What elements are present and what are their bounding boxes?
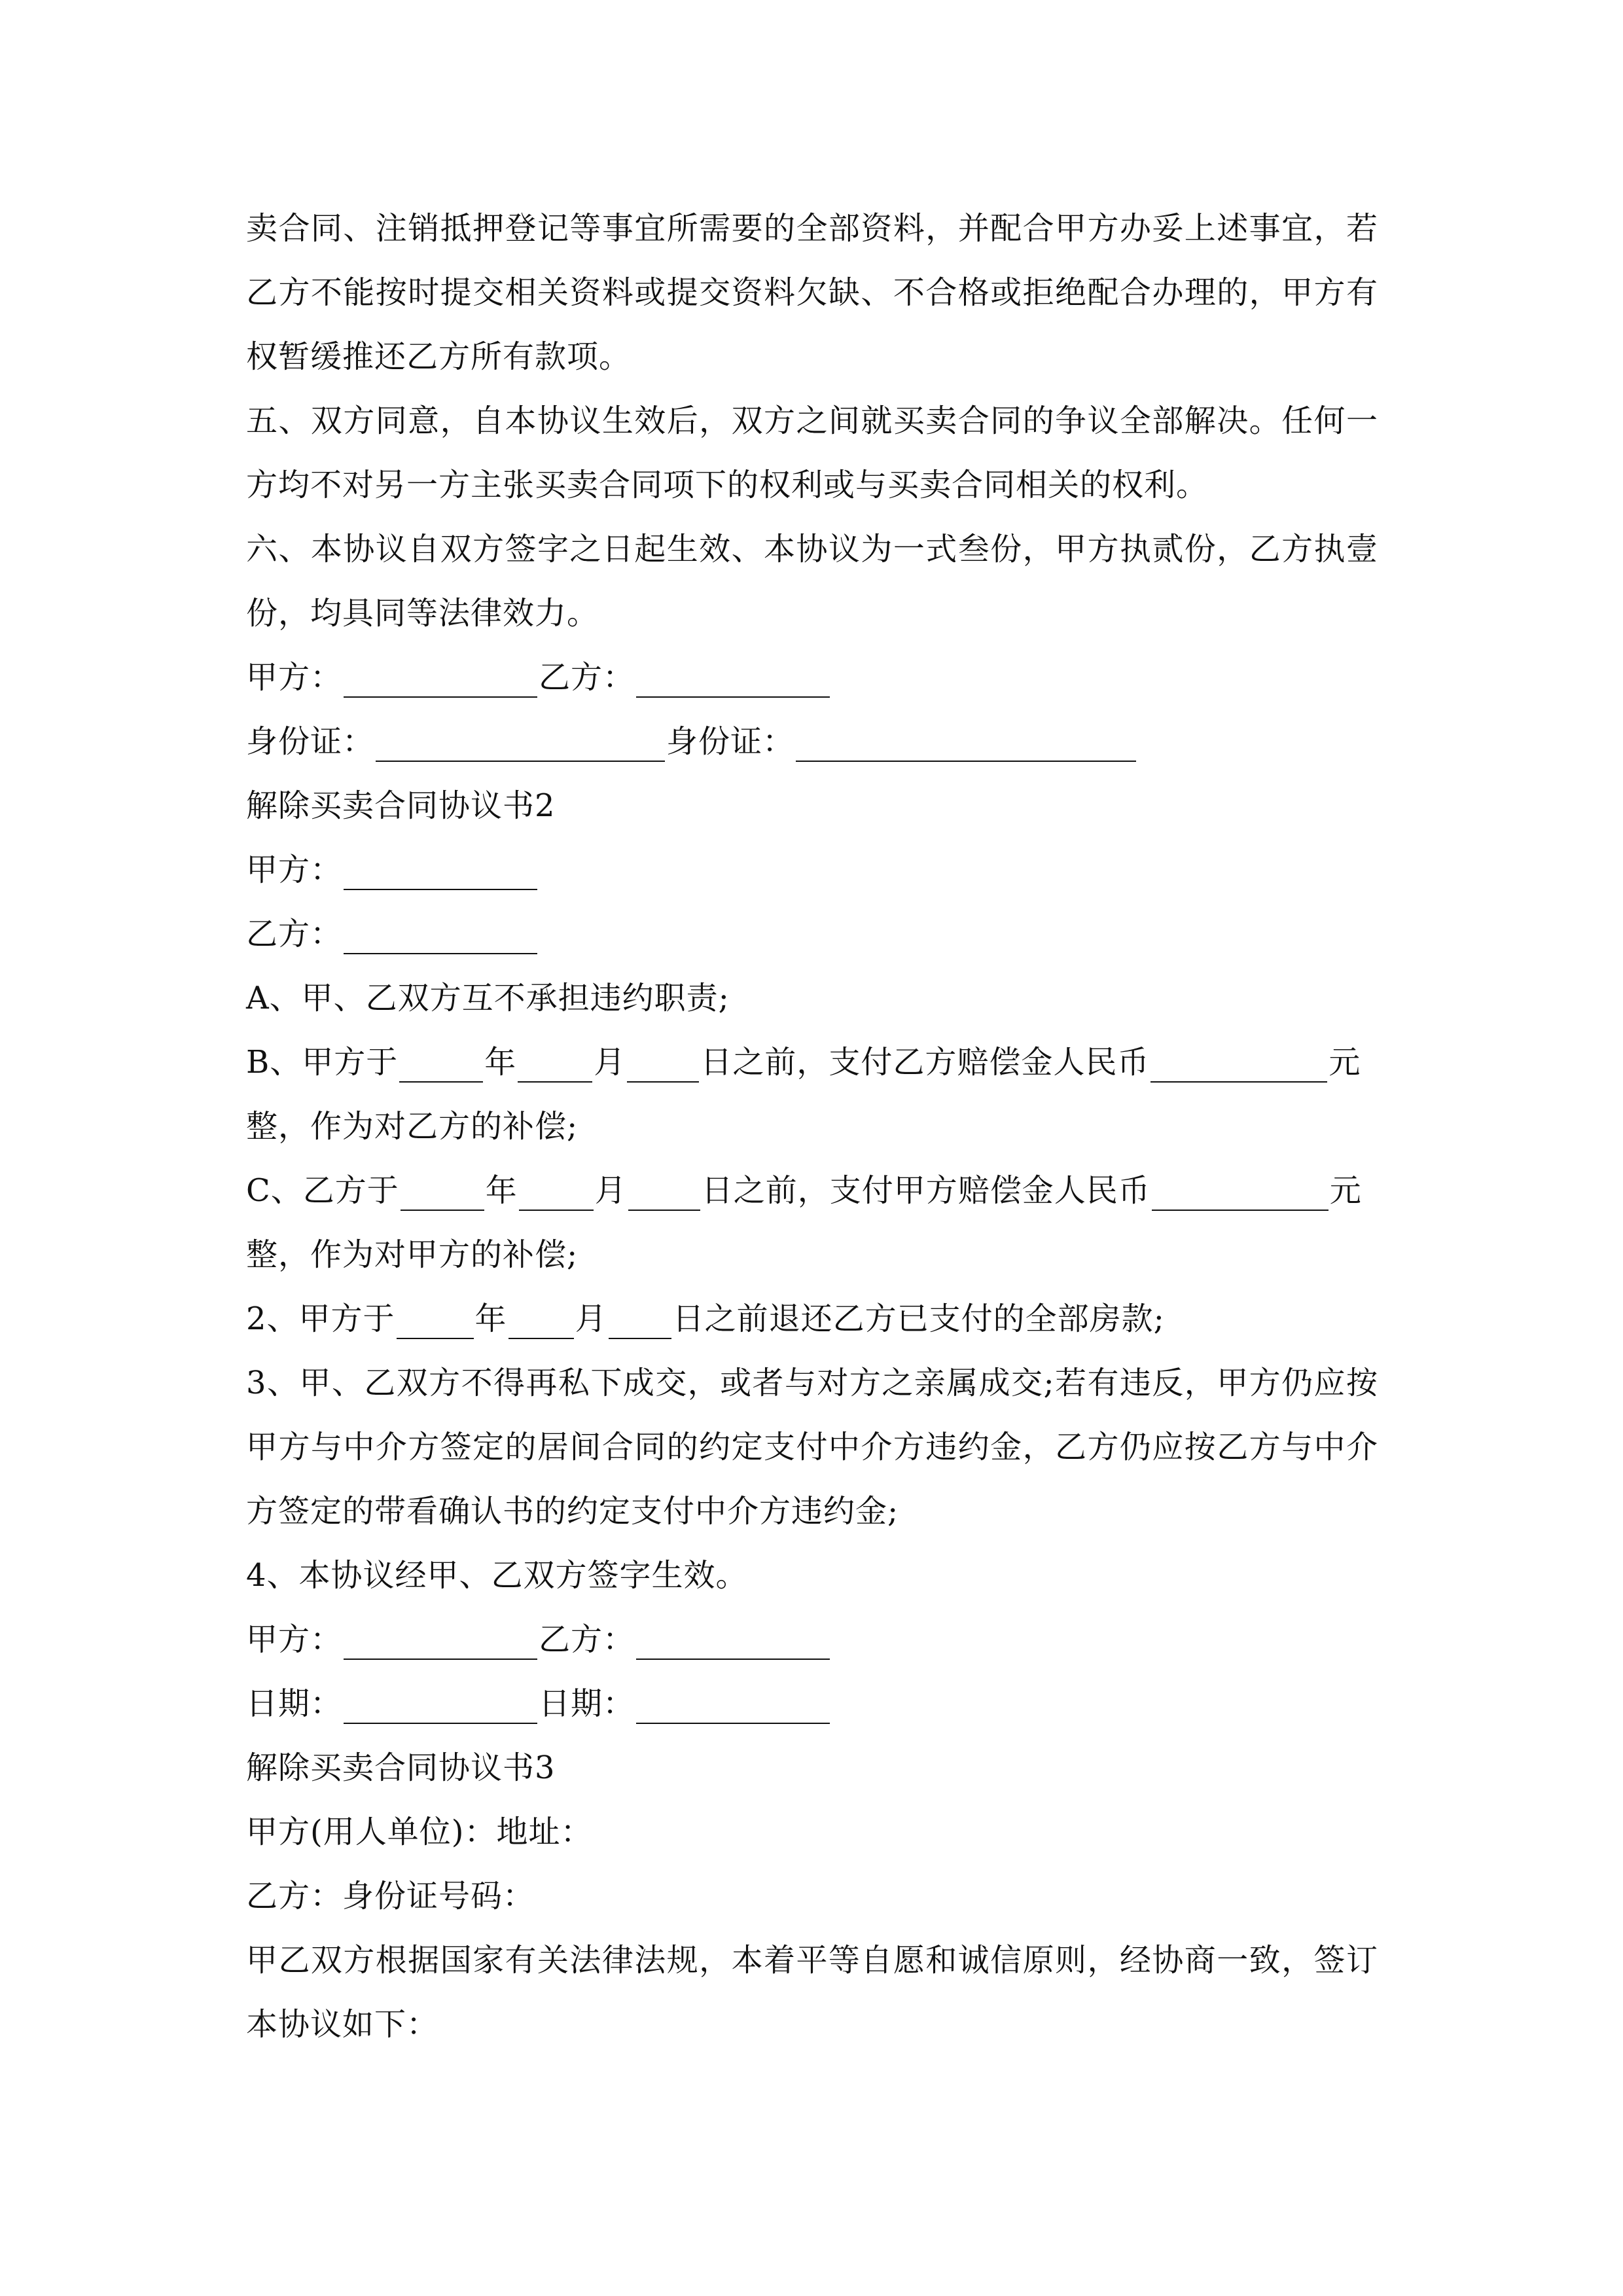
item-b-day-text: 日之前，支付乙方赔偿金人民币	[700, 1044, 1150, 1081]
unit-label: 元	[1329, 1044, 1361, 1081]
document-body	[246, 196, 1378, 2056]
party-b-label: 乙方：	[246, 916, 343, 952]
party-b-line-2	[246, 902, 1378, 966]
year-blank	[397, 1300, 474, 1339]
party-a-blank	[344, 658, 537, 698]
item-2-prefix: 2、甲方于	[246, 1300, 395, 1337]
id-line-1	[246, 709, 1378, 774]
item-c-day-text: 日之前，支付甲方赔偿金人民币	[701, 1172, 1150, 1209]
item-b-prefix: B、甲方于	[246, 1044, 399, 1081]
item-a: A、甲、乙双方互不承担违约职责;	[246, 980, 730, 1016]
id-b-blank	[796, 723, 1136, 762]
party-b-blank	[636, 1621, 830, 1660]
party-a-blank	[344, 851, 537, 890]
item-b-continued: 整，作为对乙方的补偿;	[246, 1108, 579, 1145]
signature-line-2	[246, 1607, 1378, 1672]
party-b-blank	[636, 658, 830, 698]
month-blank	[518, 1043, 592, 1083]
day-blank	[628, 1172, 700, 1211]
item-2	[246, 1287, 1378, 1351]
item-3: 3、甲、乙双方不得再私下成交，或者与对方之亲属成交;若有违反，甲方仍应按甲方与中介方签定的居间合同的约定支付中介方违约金，乙方仍应按乙方与中介方签定的带看确认书的约定支付中介方违约金;	[246, 1365, 1378, 1530]
year-label: 年	[485, 1172, 518, 1209]
date-b-blank	[636, 1685, 830, 1724]
signature-line-1	[246, 645, 1378, 709]
unit-label: 元	[1329, 1172, 1362, 1209]
id-a-label: 身份证：	[246, 723, 375, 760]
year-blank	[399, 1043, 483, 1083]
month-blank	[519, 1172, 594, 1211]
day-blank	[609, 1300, 671, 1339]
amount-blank	[1150, 1043, 1327, 1083]
intro-paragraph-3: 甲乙双方根据国家有关法律法规，本着平等自愿和诚信原则，经协商一致，签订本协议如下：	[246, 1942, 1378, 2043]
year-label: 年	[484, 1044, 517, 1081]
party-a-blank	[344, 1621, 537, 1660]
party-b-label: 乙方：	[539, 1621, 635, 1658]
party-a-line-3: 甲方(用人单位)：地址：	[246, 1814, 593, 1850]
amount-blank	[1152, 1172, 1329, 1211]
paragraph-materials: 卖合同、注销抵押登记等事宜所需要的全部资料，并配合甲方办妥上述事宜，若乙方不能按时提交相关资料或提交资料欠缺、不合格或拒绝配合办理的，甲方有权暂缓推还乙方所有款项。	[246, 210, 1378, 375]
date-b-label: 日期：	[539, 1685, 635, 1722]
item-b	[246, 1030, 1378, 1094]
item-4: 4、本协议经甲、乙双方签字生效。	[246, 1557, 748, 1594]
party-a-label: 甲方：	[246, 1621, 343, 1658]
item-2-suffix: 日之前退还乙方已支付的全部房款;	[672, 1300, 1165, 1337]
party-b-blank	[344, 915, 537, 954]
id-b-label: 身份证：	[666, 723, 795, 760]
day-blank	[627, 1043, 699, 1083]
section-title-2: 解除买卖合同协议书2	[246, 787, 556, 824]
month-blank	[508, 1300, 574, 1339]
section-title-3: 解除买卖合同协议书3	[246, 1749, 556, 1786]
year-blank	[401, 1172, 484, 1211]
item-c-prefix: C、乙方于	[246, 1172, 399, 1209]
month-label: 月	[594, 1172, 627, 1209]
party-a-line-2	[246, 838, 1378, 902]
party-a-label: 甲方：	[246, 852, 343, 888]
month-label: 月	[575, 1300, 607, 1337]
item-c-continued: 整，作为对甲方的补偿;	[246, 1236, 579, 1273]
date-a-label: 日期：	[246, 1685, 343, 1722]
date-a-blank	[344, 1685, 537, 1724]
paragraph-clause-6: 六、本协议自双方签字之日起生效、本协议为一式叁份，甲方执贰份，乙方执壹份，均具同等法律效力。	[246, 531, 1378, 632]
id-a-blank	[376, 723, 665, 762]
month-label: 月	[594, 1044, 626, 1081]
year-label: 年	[474, 1300, 507, 1337]
date-line-2	[246, 1672, 1378, 1736]
party-b-label: 乙方：	[539, 659, 635, 696]
party-b-line-3: 乙方：身份证号码：	[246, 1878, 535, 1914]
item-c	[246, 1158, 1378, 1223]
party-a-label: 甲方：	[246, 659, 343, 696]
paragraph-clause-5: 五、双方同意，自本协议生效后，双方之间就买卖合同的争议全部解决。任何一方均不对另一方主张买卖合同项下的权利或与买卖合同相关的权利。	[246, 403, 1378, 503]
